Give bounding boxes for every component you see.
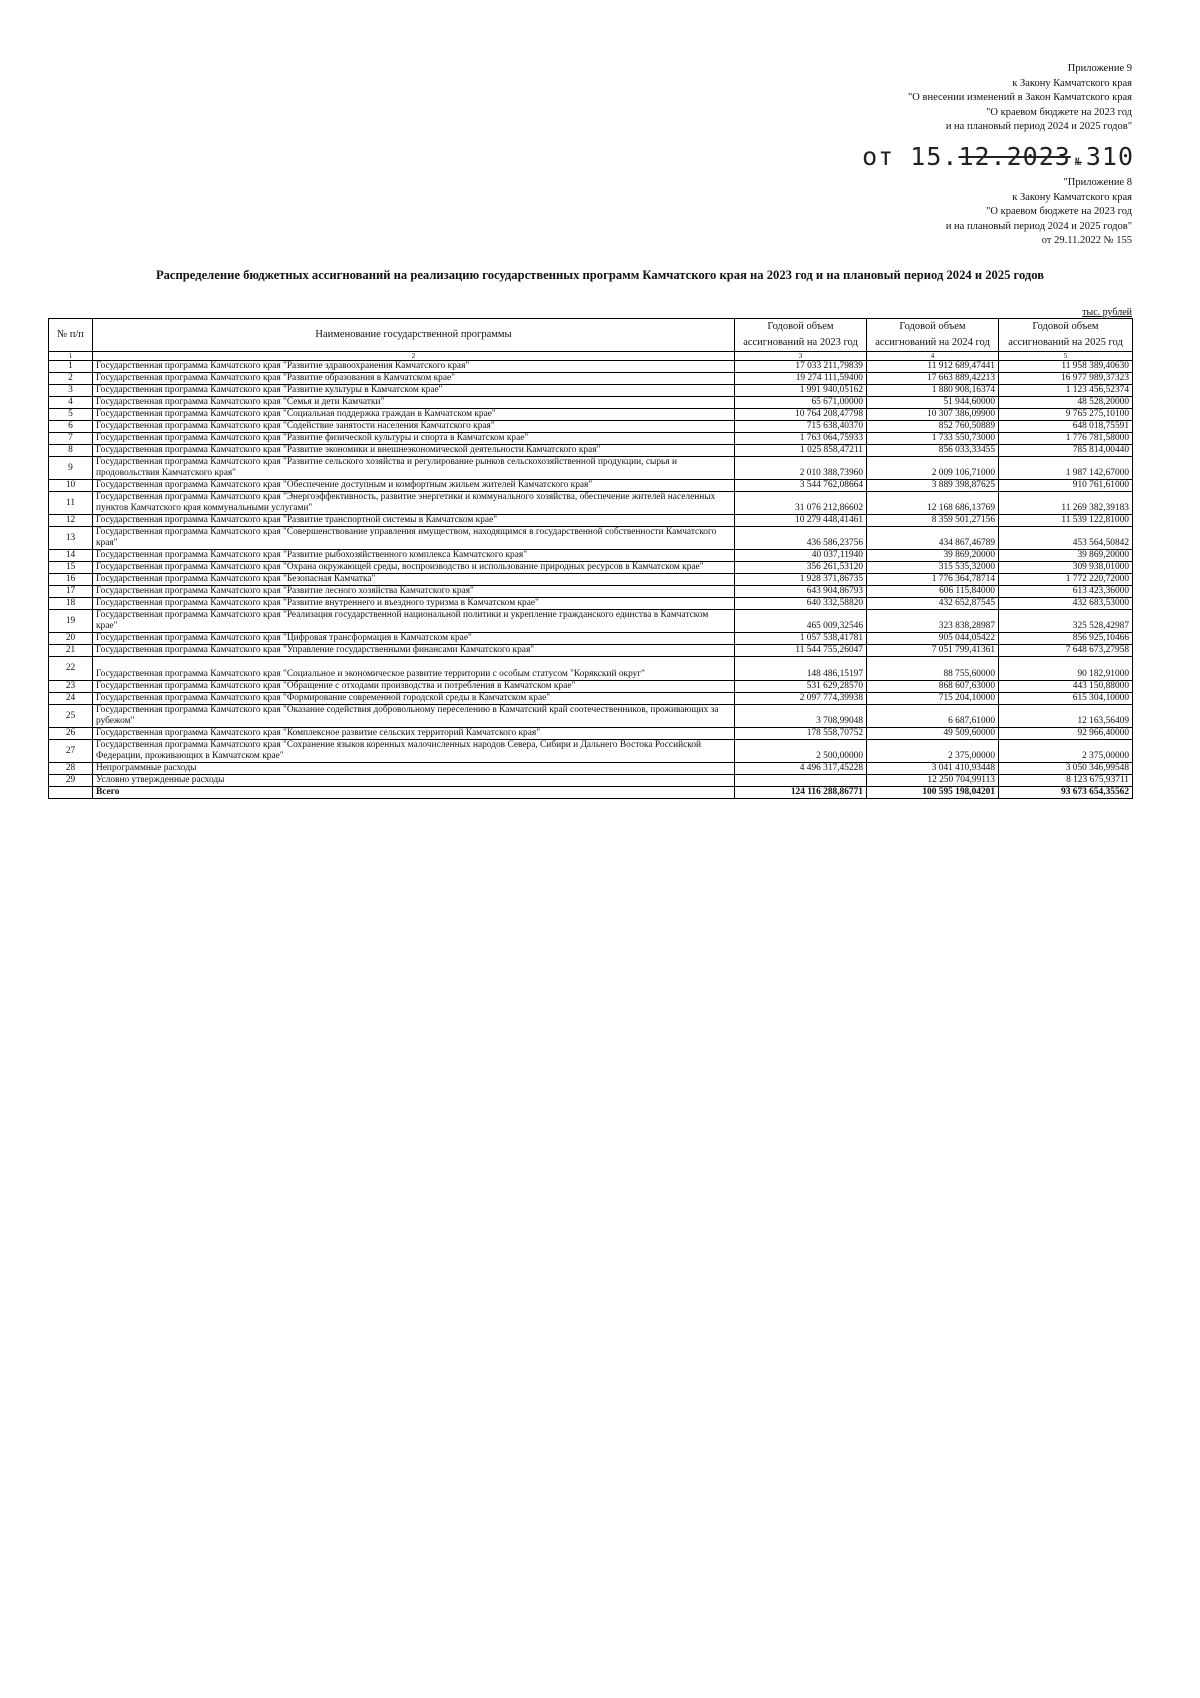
program-name: Государственная программа Камчатского края "Социальная поддержка граждан в Камчатском крае" bbox=[93, 409, 735, 421]
amount-2023: 148 486,15197 bbox=[735, 657, 867, 681]
amount-2024: 3 041 410,93448 bbox=[867, 763, 999, 775]
amount-2025: 1 776 781,58000 bbox=[999, 433, 1133, 445]
header-2025: Годовой объем ассигнований на 2025 год bbox=[999, 319, 1133, 352]
previous-annex-header bbox=[712, 176, 1132, 249]
program-name: Государственная программа Камчатского края "Оказание содействия добровольному переселению в Камчатский край соотечественников, проживающих за рубежом" bbox=[93, 705, 735, 728]
row-number: 9 bbox=[49, 457, 93, 480]
amount-2025: 48 528,20000 bbox=[999, 397, 1133, 409]
amount-2024: 905 044,05422 bbox=[867, 633, 999, 645]
amount-2023: 640 332,58820 bbox=[735, 598, 867, 610]
row-number: 8 bbox=[49, 445, 93, 457]
table-row bbox=[49, 598, 1133, 610]
amount-2024: 2 009 106,71000 bbox=[867, 457, 999, 480]
amount-2024: 12 168 686,13769 bbox=[867, 492, 999, 515]
amount-2023: 4 496 317,45228 bbox=[735, 763, 867, 775]
program-name: Государственная программа Камчатского края "Развитие культуры в Камчатском крае" bbox=[93, 385, 735, 397]
row-number: 15 bbox=[49, 562, 93, 574]
row-number: 17 bbox=[49, 586, 93, 598]
stamp-number: 310 bbox=[1085, 142, 1134, 171]
amount-2023: 3 544 762,08664 bbox=[735, 480, 867, 492]
program-name: Государственная программа Камчатского края "Социальное и экономическое развитие территории с особым статусом "Корякский округ" bbox=[93, 657, 735, 681]
table-row bbox=[49, 373, 1133, 385]
amount-2023: 19 274 111,59400 bbox=[735, 373, 867, 385]
amount-2024: 852 760,50889 bbox=[867, 421, 999, 433]
table-row bbox=[49, 445, 1133, 457]
row-number: 25 bbox=[49, 705, 93, 728]
amount-2024: 434 867,46789 bbox=[867, 527, 999, 550]
amount-2024: 10 307 386,09900 bbox=[867, 409, 999, 421]
total-num-cell bbox=[49, 787, 93, 799]
amount-2024: 1 776 364,78714 bbox=[867, 574, 999, 586]
amount-2025: 3 050 346,99548 bbox=[999, 763, 1133, 775]
total-2023: 124 116 288,86771 bbox=[735, 787, 867, 799]
amount-2025: 325 528,42987 bbox=[999, 610, 1133, 633]
amount-2024: 432 652,87545 bbox=[867, 598, 999, 610]
amount-2024: 6 687,61000 bbox=[867, 705, 999, 728]
col-index: 5 bbox=[999, 352, 1133, 361]
table-row bbox=[49, 586, 1133, 598]
table-row bbox=[49, 457, 1133, 480]
row-number: 28 bbox=[49, 763, 93, 775]
row-number: 7 bbox=[49, 433, 93, 445]
amount-2025: 785 814,00440 bbox=[999, 445, 1133, 457]
row-number: 14 bbox=[49, 550, 93, 562]
table-row bbox=[49, 657, 1133, 681]
amount-2025: 92 966,40000 bbox=[999, 728, 1133, 740]
document-title: Распределение бюджетных ассигнований на реализацию государственных программ Камчатского края на 2023 год и на плановый период 2024 и 2025 годов bbox=[155, 268, 1045, 282]
amount-2025: 1 987 142,67000 bbox=[999, 457, 1133, 480]
prev-annex-line: "О краевом бюджете на 2023 год bbox=[986, 206, 1132, 217]
amount-2023: 1 057 538,41781 bbox=[735, 633, 867, 645]
col-index: 2 bbox=[93, 352, 735, 361]
header-2023: Годовой объем ассигнований на 2023 год bbox=[735, 319, 867, 352]
total-2024: 100 595 198,04201 bbox=[867, 787, 999, 799]
row-number: 18 bbox=[49, 598, 93, 610]
amount-2024: 8 359 501,27156 bbox=[867, 515, 999, 527]
table-row bbox=[49, 693, 1133, 705]
amount-2025: 2 375,00000 bbox=[999, 740, 1133, 763]
header-num: № п/п bbox=[49, 319, 93, 352]
amount-2023 bbox=[735, 775, 867, 787]
amount-2025: 8 123 675,93711 bbox=[999, 775, 1133, 787]
program-name: Государственная программа Камчатского края "Комплексное развитие сельских территорий Камчатского края" bbox=[93, 728, 735, 740]
amount-2023: 17 033 211,79839 bbox=[735, 361, 867, 373]
prev-annex-line: от 29.11.2022 № 155 bbox=[1041, 235, 1132, 246]
program-name: Государственная программа Камчатского края "Безопасная Камчатка" bbox=[93, 574, 735, 586]
annex-line: к Закону Камчатского края bbox=[1012, 77, 1132, 89]
table-row bbox=[49, 550, 1133, 562]
amount-2024: 323 838,28987 bbox=[867, 610, 999, 633]
amount-2025: 11 539 122,81000 bbox=[999, 515, 1133, 527]
amount-2023: 1 763 064,75933 bbox=[735, 433, 867, 445]
amount-2023: 715 638,40370 bbox=[735, 421, 867, 433]
program-name: Государственная программа Камчатского края "Развитие экономики и внешнеэкономической деятельности Камчатского края" bbox=[93, 445, 735, 457]
amount-2024: 51 944,60000 bbox=[867, 397, 999, 409]
table-row bbox=[49, 728, 1133, 740]
annex-header bbox=[712, 62, 1132, 135]
program-name: Государственная программа Камчатского края "Цифровая трансформация в Камчатском крае" bbox=[93, 633, 735, 645]
amount-2023: 11 544 755,26047 bbox=[735, 645, 867, 657]
amount-2023: 2 500,00000 bbox=[735, 740, 867, 763]
row-number: 1 bbox=[49, 361, 93, 373]
row-number: 19 bbox=[49, 610, 93, 633]
amount-2025: 11 958 389,40630 bbox=[999, 361, 1133, 373]
amount-2024: 49 509,60000 bbox=[867, 728, 999, 740]
amount-2025: 1 772 220,72000 bbox=[999, 574, 1133, 586]
stamp-day: 15. bbox=[910, 142, 959, 171]
amount-2025: 12 163,56409 bbox=[999, 705, 1133, 728]
col-index: 4 bbox=[867, 352, 999, 361]
amount-2024: 11 912 689,47441 bbox=[867, 361, 999, 373]
stamp-month-year: 12.2023 bbox=[958, 142, 1071, 171]
total-label: Всего bbox=[93, 787, 735, 799]
amount-2023: 465 009,32546 bbox=[735, 610, 867, 633]
amount-2023: 531 629,28570 bbox=[735, 681, 867, 693]
program-name: Государственная программа Камчатского края "Развитие транспортной системы в Камчатском крае" bbox=[93, 515, 735, 527]
program-name: Государственная программа Камчатского края "Развитие сельского хозяйства и регулирование рынков сельскохозяйственной продукции, сырья и продовольствия Камчатского края" bbox=[93, 457, 735, 480]
amount-2024: 868 607,63000 bbox=[867, 681, 999, 693]
amount-2025: 615 304,10000 bbox=[999, 693, 1133, 705]
program-name: Условно утвержденные расходы bbox=[93, 775, 735, 787]
amount-2025: 910 761,61000 bbox=[999, 480, 1133, 492]
amount-2023: 3 708,99048 bbox=[735, 705, 867, 728]
program-name: Государственная программа Камчатского края "Энергоэффективность, развитие энергетики и коммунального хозяйства, обеспечение жителей населенных пунктов Камчатского края коммунальными услугами" bbox=[93, 492, 735, 515]
program-name: Государственная программа Камчатского края "Развитие рыбохозяйственного комплекса Камчатского края" bbox=[93, 550, 735, 562]
table-row bbox=[49, 645, 1133, 657]
column-index-row bbox=[49, 352, 1133, 361]
table-header-row bbox=[49, 319, 1133, 352]
amount-2024: 315 535,32000 bbox=[867, 562, 999, 574]
row-number: 23 bbox=[49, 681, 93, 693]
amount-2023: 65 671,00000 bbox=[735, 397, 867, 409]
program-name: Государственная программа Камчатского края "Развитие лесного хозяйства Камчатского края" bbox=[93, 586, 735, 598]
col-index: 3 bbox=[735, 352, 867, 361]
amount-2024: 856 033,33455 bbox=[867, 445, 999, 457]
table-row bbox=[49, 409, 1133, 421]
row-number: 10 bbox=[49, 480, 93, 492]
table-row bbox=[49, 515, 1133, 527]
table-row bbox=[49, 763, 1133, 775]
amount-2025: 432 683,53000 bbox=[999, 598, 1133, 610]
amount-2025: 11 269 382,39183 bbox=[999, 492, 1133, 515]
annex-line: "О внесении изменений в Закон Камчатского края bbox=[908, 92, 1132, 103]
amount-2023: 178 558,70752 bbox=[735, 728, 867, 740]
header-2024: Годовой объем ассигнований на 2024 год bbox=[867, 319, 999, 352]
amount-2023: 2 097 774,39938 bbox=[735, 693, 867, 705]
program-name: Государственная программа Камчатского края "Охрана окружающей среды, воспроизводство и использование природных ресурсов в Камчатском крае" bbox=[93, 562, 735, 574]
amount-2024: 39 869,20000 bbox=[867, 550, 999, 562]
units-label: тыс. рублей bbox=[1082, 307, 1132, 318]
amount-2023: 40 037,11940 bbox=[735, 550, 867, 562]
row-number: 4 bbox=[49, 397, 93, 409]
total-2025: 93 673 654,35562 bbox=[999, 787, 1133, 799]
row-number: 24 bbox=[49, 693, 93, 705]
prev-annex-line: к Закону Камчатского края bbox=[1012, 191, 1132, 203]
program-name: Государственная программа Камчатского края "Развитие здравоохранения Камчатского края" bbox=[93, 361, 735, 373]
row-number: 16 bbox=[49, 574, 93, 586]
row-number: 12 bbox=[49, 515, 93, 527]
program-name: Государственная программа Камчатского края "Развитие физической культуры и спорта в Камчатском крае" bbox=[93, 433, 735, 445]
program-name: Государственная программа Камчатского края "Обеспечение доступным и комфортным жильем жителей Камчатского края" bbox=[93, 480, 735, 492]
amount-2024: 1 880 908,16374 bbox=[867, 385, 999, 397]
row-number: 22 bbox=[49, 657, 93, 681]
program-name: Государственная программа Камчатского края "Развитие образования в Камчатском крае" bbox=[93, 373, 735, 385]
amount-2023: 436 586,23756 bbox=[735, 527, 867, 550]
row-number: 6 bbox=[49, 421, 93, 433]
program-name: Государственная программа Камчатского края "Формирование современной городской среды в Камчатском крае" bbox=[93, 693, 735, 705]
amount-2024: 88 755,60000 bbox=[867, 657, 999, 681]
header-name: Наименование государственной программы bbox=[93, 319, 735, 352]
table-row bbox=[49, 421, 1133, 433]
amount-2024: 715 204,10000 bbox=[867, 693, 999, 705]
table-row bbox=[49, 385, 1133, 397]
prev-annex-line: и на плановый период 2024 и 2025 годов" bbox=[945, 220, 1132, 232]
program-name: Государственная программа Камчатского края "Совершенствование управления имуществом, находящимся в государственной собственности Камчатского края" bbox=[93, 527, 735, 550]
row-number: 5 bbox=[49, 409, 93, 421]
table-row bbox=[49, 433, 1133, 445]
program-name: Государственная программа Камчатского края "Управление государственными финансами Камчатского края" bbox=[93, 645, 735, 657]
amount-2024: 3 889 398,87625 bbox=[867, 480, 999, 492]
amount-2023: 10 279 448,41461 bbox=[735, 515, 867, 527]
prev-annex-line: "Приложение 8 bbox=[1063, 177, 1132, 188]
row-number: 27 bbox=[49, 740, 93, 763]
row-number: 11 bbox=[49, 492, 93, 515]
table-row bbox=[49, 480, 1133, 492]
amount-2023: 2 010 388,73960 bbox=[735, 457, 867, 480]
amount-2025: 856 925,10466 bbox=[999, 633, 1133, 645]
row-number: 21 bbox=[49, 645, 93, 657]
amount-2023: 356 261,53120 bbox=[735, 562, 867, 574]
program-name: Государственная программа Камчатского края "Семья и дети Камчатки" bbox=[93, 397, 735, 409]
amount-2025: 613 423,36000 bbox=[999, 586, 1133, 598]
table-row bbox=[49, 361, 1133, 373]
table-row bbox=[49, 633, 1133, 645]
row-number: 26 bbox=[49, 728, 93, 740]
amount-2023: 1 025 858,47211 bbox=[735, 445, 867, 457]
amount-2024: 7 051 799,41361 bbox=[867, 645, 999, 657]
row-number: 3 bbox=[49, 385, 93, 397]
row-number: 29 bbox=[49, 775, 93, 787]
program-name: Непрограммные расходы bbox=[93, 763, 735, 775]
amount-2023: 643 904,86793 bbox=[735, 586, 867, 598]
date-number-stamp bbox=[862, 142, 1134, 171]
program-name: Государственная программа Камчатского края "Содействие занятости населения Камчатского края" bbox=[93, 421, 735, 433]
table-row bbox=[49, 705, 1133, 728]
amount-2025: 443 150,88000 bbox=[999, 681, 1133, 693]
stamp-no-label: № bbox=[1074, 157, 1082, 168]
table-row bbox=[49, 562, 1133, 574]
amount-2025: 648 018,75591 bbox=[999, 421, 1133, 433]
amount-2025: 453 564,50842 bbox=[999, 527, 1133, 550]
amount-2023: 1 991 940,05162 bbox=[735, 385, 867, 397]
table-row bbox=[49, 681, 1133, 693]
stamp-prefix: от bbox=[862, 142, 895, 171]
annex-line: и на плановый период 2024 и 2025 годов" bbox=[945, 121, 1132, 132]
row-number: 20 bbox=[49, 633, 93, 645]
amount-2024: 12 250 704,99113 bbox=[867, 775, 999, 787]
table-row bbox=[49, 610, 1133, 633]
program-name: Государственная программа Камчатского края "Обращение с отходами производства и потребления в Камчатском крае" bbox=[93, 681, 735, 693]
budget-table bbox=[48, 318, 1133, 799]
amount-2025: 39 869,20000 bbox=[999, 550, 1133, 562]
annex-line: Приложение 9 bbox=[1067, 63, 1132, 74]
program-name: Государственная программа Камчатского края "Реализация государственной национальной политики и укрепление гражданского единства в Камчатском крае" bbox=[93, 610, 735, 633]
amount-2025: 16 977 989,37323 bbox=[999, 373, 1133, 385]
amount-2024: 606 115,84000 bbox=[867, 586, 999, 598]
row-number: 2 bbox=[49, 373, 93, 385]
table-row bbox=[49, 527, 1133, 550]
amount-2024: 1 733 550,73000 bbox=[867, 433, 999, 445]
amount-2024: 2 375,00000 bbox=[867, 740, 999, 763]
table-row bbox=[49, 492, 1133, 515]
amount-2024: 17 663 889,42213 bbox=[867, 373, 999, 385]
col-index: 1 bbox=[49, 352, 93, 361]
table-row bbox=[49, 775, 1133, 787]
amount-2025: 90 182,91000 bbox=[999, 657, 1133, 681]
program-name: Государственная программа Камчатского края "Сохранение языков коренных малочисленных народов Севера, Сибири и Дальнего Востока Российской Федерации, проживающих в Камчатском крае" bbox=[93, 740, 735, 763]
amount-2025: 9 765 275,10100 bbox=[999, 409, 1133, 421]
total-row bbox=[49, 787, 1133, 799]
program-name: Государственная программа Камчатского края "Развитие внутреннего и въездного туризма в Камчатском крае" bbox=[93, 598, 735, 610]
table-row bbox=[49, 397, 1133, 409]
amount-2025: 7 648 673,27958 bbox=[999, 645, 1133, 657]
amount-2025: 1 123 456,52374 bbox=[999, 385, 1133, 397]
table-row bbox=[49, 574, 1133, 586]
amount-2023: 31 076 212,86602 bbox=[735, 492, 867, 515]
amount-2025: 309 938,01000 bbox=[999, 562, 1133, 574]
table-row bbox=[49, 740, 1133, 763]
amount-2023: 10 764 208,47798 bbox=[735, 409, 867, 421]
row-number: 13 bbox=[49, 527, 93, 550]
amount-2023: 1 928 371,86735 bbox=[735, 574, 867, 586]
table-body bbox=[49, 361, 1133, 787]
annex-line: "О краевом бюджете на 2023 год bbox=[986, 106, 1132, 118]
